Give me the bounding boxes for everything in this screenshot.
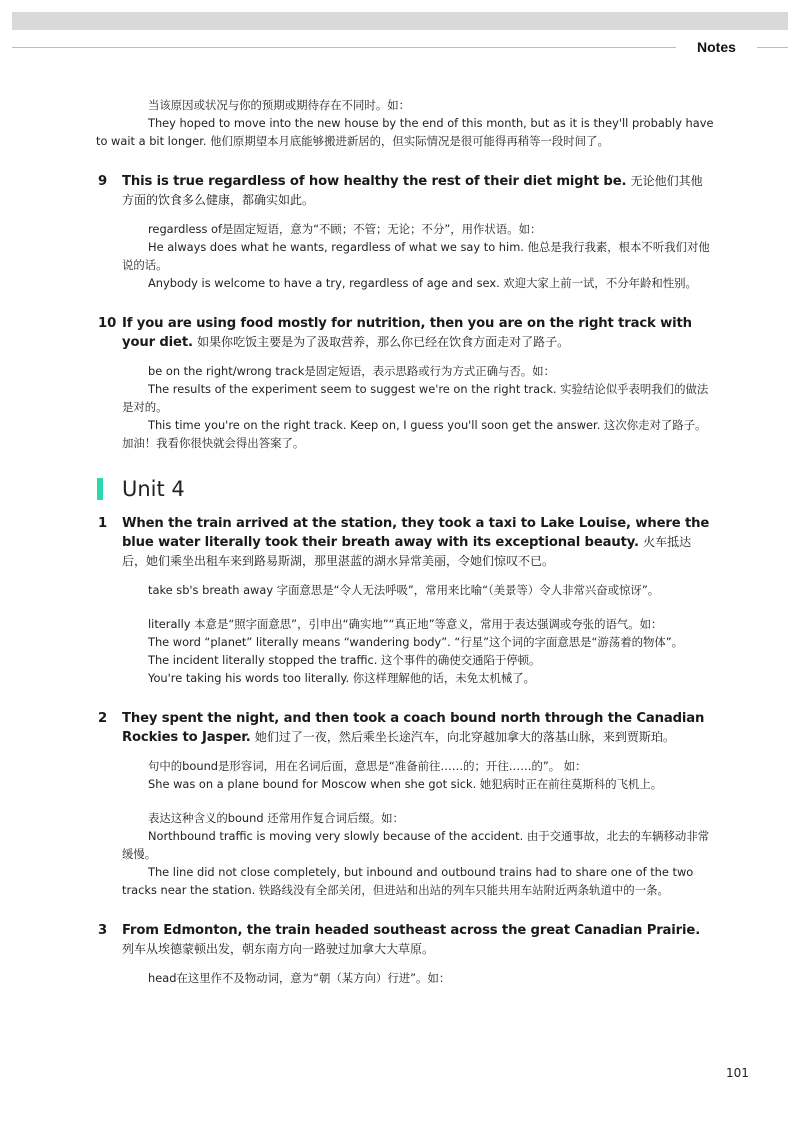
example-sentence: The word “planet” literally means “wandering body”. “行星”这个词的字面意思是“游荡着的物体”。 [148,635,684,649]
item-translation: 无论他们其他方面的饮食多么健康，都确实如此。 [122,174,703,207]
explanation-text: 句中的bound是形容词，用在名词后面，意思是“准备前往……的；开往……的”。 如： [148,759,587,773]
example-sentence: The results of the experiment seem to suggest we're on the right track. 实验结论似乎表明我们的做法是对的。 [122,382,709,414]
example-sentence: This time you're on the right track. Keep on, I guess you'll soon get the answer. 这次你走对了路子。加油！我看你很快就会得出答案了。 [122,418,707,450]
example-sentence: The incident literally stopped the traffic. 这个事件的确使交通陷于停顿。 [148,653,541,667]
example-sentence: Anybody is welcome to have a try, regardless of age and sex. 欢迎大家上前一试，不分年龄和性别。 [148,276,697,290]
item-number: 9 [98,174,108,189]
explanation-text: regardless of是固定短语，意为“不顾；不管；无论；不分”，用作状语。如： [148,222,542,236]
example-sentence: You're taking his words too literally. 你这样理解他的话，未免太机械了。 [148,671,536,685]
note-item-10 [98,314,714,352]
notes-label: Notes [697,39,736,55]
note-item-9 [98,172,714,210]
top-bar [12,12,788,30]
item-number: 2 [98,711,108,726]
item-sentence: From Edmonton, the train headed southeast across the great Canadian Prairie. [122,923,701,938]
explanation-text: head在这里作不及物动词，意为“朝（某方向）行进”。如： [148,971,451,985]
example-sentence: Northbound traffic is moving very slowly because of the accident. 由于交通事故，北去的车辆移动非常缓慢。 [122,829,710,861]
example-sentence: The line did not close completely, but inbound and outbound trains had to share one of the two tracks near the station. 铁路线没有全部关闭，但进站和出站的列车只能共用车站附近两条轨道中的一条。 [122,865,694,897]
item-sentence: If you are using food mostly for nutrition, then you are on the right track with your diet. [122,316,692,350]
explanation-text: be on the right/wrong track是固定短语，表示思路或行为方式正确与否。如： [148,364,555,378]
unit-item-3-explanation [122,969,714,987]
unit-item-2-explanation [122,757,714,899]
unit-item-1 [98,514,714,571]
explanation-text: 表达这种含义的bound 还常用作复合词后缀。如： [148,811,404,825]
item-translation: 火车抵达后，她们乘坐出租车来到路易斯湖，那里湛蓝的湖水异常美丽，令她们惊叹不已。 [122,535,692,568]
explanation-text: take sb's breath away 字面意思是“令人无法呼吸”，常用来比喻“（美景等）令人非常兴奋或惊讶”。 [148,583,660,597]
item-number: 3 [98,923,108,938]
item-sentence: They spent the night, and then took a coach bound north through the Canadian Rockies to Jasper. [122,711,705,745]
unit-item-1-explanation [122,581,714,687]
example-sentence: She was on a plane bound for Moscow when she got sick. 她犯病时正在前往莫斯科的飞机上。 [148,777,663,791]
unit-marker [97,478,103,500]
example-sentence: He always does what he wants, regardless of what we say to him. 他总是我行我素，根本不听我们对他说的话。 [122,240,710,272]
item-sentence: This is true regardless of how healthy the rest of their diet might be. [122,174,627,189]
item-10-explanation [122,362,714,452]
page-number: 101 [726,1066,749,1080]
intro-example: They hoped to move into the new house by the end of this month, but as it is they'll probably have to wait a bit longer. 他们原期望本月底能够搬进新居的，但实际情况是很可能得再稍等一段时间了。 [96,116,714,148]
unit-item-2 [98,709,714,747]
item-translation: 她们过了一夜，然后乘坐长途汽车，向北穿越加拿大的落基山脉，来到贾斯珀。 [254,730,675,744]
item-sentence: When the train arrived at the station, they took a taxi to Lake Louise, where the blue water literally took their breath away with its exceptional beauty. [122,516,710,550]
intro-line: 当该原因或状况与你的预期或期待存在不同时。如： [148,98,410,112]
page-content [96,96,714,987]
unit-title: Unit 4 [122,477,185,501]
item-translation: 如果你吃饭主要是为了汲取营养，那么你已经在饮食方面走对了路子。 [197,335,570,349]
item-translation: 列车从埃德蒙顿出发，朝东南方向一路驶过加拿大大草原。 [122,942,435,956]
unit-heading [122,474,714,504]
explanation-text: literally 本意是“照字面意思”，引申出“确实地”“真正地”等意义，常用于表达强调或夸张的语气。如： [148,617,663,631]
notes-rule-left [12,47,676,48]
item-9-explanation [122,220,714,292]
item-number: 1 [98,516,108,531]
item-number: 10 [98,316,117,331]
unit-item-3 [98,921,714,959]
notes-rule-right [757,47,788,48]
